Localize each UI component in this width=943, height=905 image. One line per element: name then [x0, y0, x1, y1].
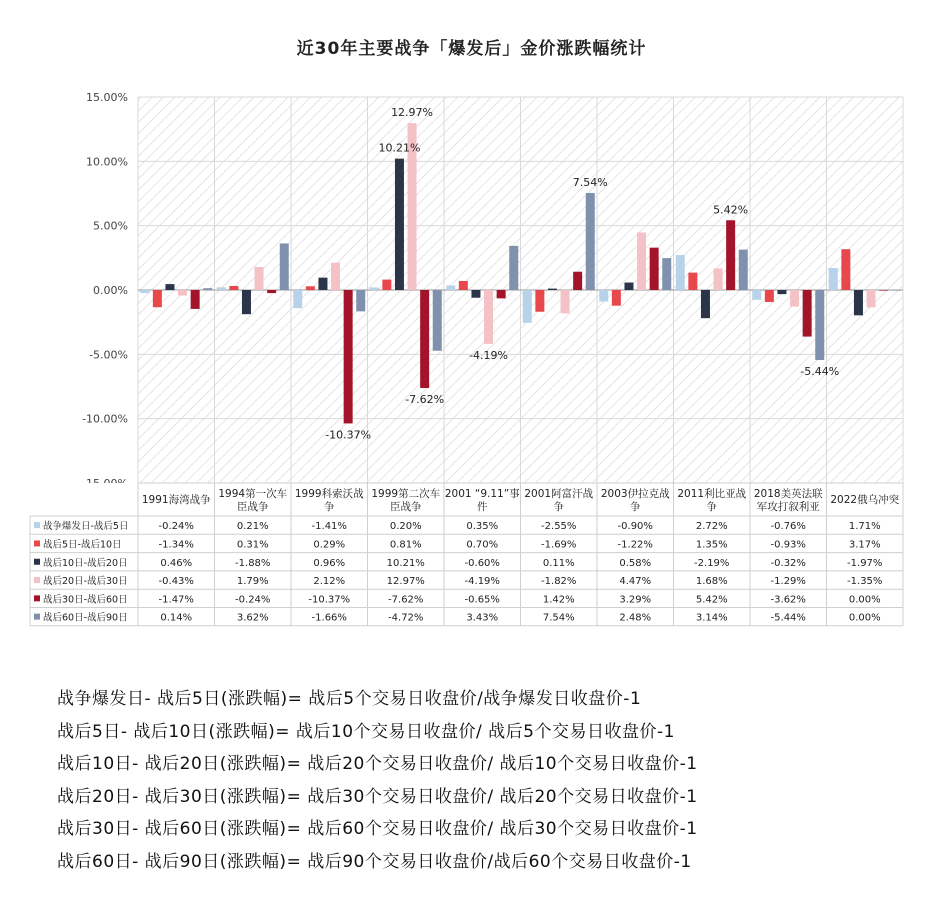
table-cell: 0.00% — [848, 612, 881, 624]
bar — [459, 281, 468, 290]
data-label: 10.21% — [378, 141, 421, 155]
formula-line: 战后5日- 战后10日(涨跌幅)= 战后10个交易日收盘价/ 战后5个交易日收盘价-1 — [57, 721, 675, 742]
bar — [484, 290, 493, 344]
bar — [752, 290, 761, 300]
bar — [229, 286, 238, 290]
bar — [203, 288, 212, 290]
category-label: 争 — [706, 501, 717, 513]
formula-line: 战后60日- 战后90日(涨跌幅)= 战后90个交易日收盘价/战后60个交易日收盘价-1 — [57, 851, 692, 872]
bar — [267, 290, 276, 293]
table-cell: 2.72% — [695, 521, 728, 533]
bar — [356, 290, 365, 311]
table-cell: -1.22% — [617, 539, 653, 551]
bar — [561, 290, 570, 313]
table-cell: -1.82% — [541, 576, 577, 588]
table-cell: -10.37% — [308, 594, 351, 606]
bar — [701, 290, 710, 318]
y-tick-label: 5.00% — [93, 219, 128, 233]
bar — [280, 243, 289, 290]
table-cell: -1.66% — [311, 612, 347, 624]
bar — [726, 220, 735, 290]
bar — [599, 290, 608, 302]
y-tick-label: 0.00% — [93, 284, 128, 297]
legend-label: 战争爆发日-战后5日 — [43, 521, 129, 533]
formula-line: 战后30日- 战后60日(涨跌幅)= 战后60个交易日收盘价/ 战后30个交易日收盘价-1 — [57, 819, 698, 839]
table-cell: -1.29% — [770, 576, 806, 588]
table-cell: -2.19% — [694, 557, 730, 569]
bar — [829, 268, 838, 290]
table-cell: 7.54% — [542, 612, 575, 624]
table-cell: 1.35% — [695, 539, 728, 551]
table-cell: 2.48% — [619, 612, 652, 624]
data-label: -5.44% — [800, 364, 840, 378]
y-tick-label: 10.00% — [86, 155, 128, 169]
table-cell: -1.34% — [158, 539, 194, 551]
bar — [765, 290, 774, 302]
table-cell: -0.60% — [464, 557, 500, 569]
legend-key — [34, 595, 40, 601]
table-cell: 0.21% — [236, 521, 269, 533]
data-label: 7.54% — [572, 175, 608, 189]
bar — [624, 283, 633, 290]
legend-key — [34, 522, 40, 528]
legend-label: 战后30日-战后60日 — [43, 594, 128, 606]
legend-label: 战后5日-战后10日 — [43, 539, 122, 551]
legend-key — [34, 614, 40, 620]
table-cell: 0.35% — [466, 521, 499, 533]
table-cell: 12.97% — [386, 576, 425, 588]
table-cell: -7.62% — [388, 594, 424, 606]
bar — [446, 285, 455, 290]
bar — [153, 290, 162, 307]
table-cell: 1.79% — [236, 576, 269, 588]
bar — [777, 290, 786, 294]
table-cell: 0.00% — [848, 594, 881, 606]
y-tick-label: -5.00% — [89, 348, 128, 362]
table-cell: 5.42% — [695, 594, 728, 606]
table-cell: 0.29% — [313, 539, 346, 551]
table-cell: 0.14% — [160, 612, 193, 624]
bar — [548, 289, 557, 290]
table-cell: -1.35% — [847, 576, 883, 588]
bar — [688, 273, 697, 290]
bar — [255, 267, 264, 290]
table-cell: 3.17% — [848, 539, 881, 551]
category-label: 件 — [477, 501, 488, 513]
table-cell: -1.97% — [847, 557, 883, 569]
bar — [497, 290, 506, 298]
bar — [242, 290, 251, 314]
table-cell: 1.42% — [542, 594, 575, 606]
bar — [612, 290, 621, 306]
table-cell: -3.62% — [770, 594, 806, 606]
legend-key — [34, 540, 40, 546]
bar — [662, 258, 671, 290]
category-label: 2001阿富汗战 — [524, 488, 594, 500]
table-cell: -0.65% — [464, 594, 500, 606]
table-cell: 3.29% — [619, 594, 652, 606]
table-cell: -0.32% — [770, 557, 806, 569]
bar — [178, 290, 187, 296]
bar — [382, 280, 391, 290]
bar — [790, 290, 799, 307]
bar — [509, 246, 518, 290]
bar — [637, 232, 646, 290]
table-cell: 2.12% — [313, 576, 346, 588]
bar — [420, 290, 429, 388]
chart-title: 近30年主要战争「爆发后」金价涨跌幅统计 — [296, 39, 647, 59]
bar — [165, 284, 174, 290]
bar — [803, 290, 812, 337]
table-cell: -0.24% — [158, 521, 194, 533]
category-label: 2018美英法联 — [753, 488, 823, 500]
table-cell: 0.11% — [542, 557, 575, 569]
bar — [306, 286, 315, 290]
bar — [867, 290, 876, 307]
table-cell: 1.68% — [695, 576, 728, 588]
bar — [344, 290, 353, 423]
category-label: 臣战争 — [390, 501, 422, 513]
legend-label: 战后10日-战后20日 — [43, 557, 128, 569]
table-cell: 0.81% — [389, 539, 422, 551]
category-label: 1999第二次车 — [371, 488, 441, 500]
table-cell: -2.55% — [541, 521, 577, 533]
bar — [714, 268, 723, 290]
category-label: 争 — [553, 501, 564, 513]
data-label: 5.42% — [713, 203, 749, 217]
bar — [854, 290, 863, 315]
data-label: -7.62% — [405, 393, 445, 407]
category-label: 2022俄乌冲突 — [830, 494, 900, 506]
table-cell: -1.41% — [311, 521, 347, 533]
table-cell: -0.43% — [158, 576, 194, 588]
formula-line: 战争爆发日- 战后5日(涨跌幅)= 战后5个交易日收盘价/战争爆发日收盘价-1 — [57, 689, 642, 709]
table-cell: -5.44% — [770, 612, 806, 624]
legend-label: 战后20日-战后30日 — [43, 576, 128, 588]
table-cell: -1.88% — [235, 557, 271, 569]
bar — [370, 287, 379, 290]
table-cell: -0.90% — [617, 521, 653, 533]
bar — [815, 290, 824, 360]
bar — [650, 248, 659, 290]
bar — [573, 272, 582, 290]
bar — [331, 263, 340, 290]
legend-key — [34, 577, 40, 583]
category-label: 2001 “9.11”事 — [444, 488, 520, 500]
category-label: 2011利比亚战 — [677, 488, 747, 500]
bar — [395, 159, 404, 290]
category-label: 争 — [630, 501, 641, 513]
bar — [892, 290, 901, 291]
bar — [217, 287, 226, 290]
table-cell: 10.21% — [386, 557, 425, 569]
bar — [586, 193, 595, 290]
table-cell: 3.43% — [466, 612, 499, 624]
data-label: -10.37% — [325, 428, 372, 442]
category-label: 2003伊拉克战 — [600, 488, 670, 500]
category-label: 军攻打叙利亚 — [756, 501, 820, 513]
table-cell: 0.70% — [466, 539, 499, 551]
category-label: 1991海湾战争 — [141, 494, 211, 506]
bar — [140, 290, 149, 293]
y-tick-label: 15.00% — [86, 91, 128, 104]
table-cell: 0.96% — [313, 557, 346, 569]
table-cell: 4.47% — [619, 576, 652, 588]
table-cell: -0.24% — [235, 594, 271, 606]
formula-line: 战后20日- 战后30日(涨跌幅)= 战后30个交易日收盘价/ 战后20个交易日收盘价-1 — [57, 786, 698, 807]
table-cell: 3.14% — [695, 612, 728, 624]
formula-line: 战后10日- 战后20日(涨跌幅)= 战后20个交易日收盘价/ 战后10个交易日收盘价-1 — [57, 754, 698, 774]
table-cell: -0.76% — [770, 521, 806, 533]
bar — [523, 290, 532, 323]
bar — [433, 290, 442, 351]
bar — [739, 250, 748, 290]
bar — [841, 249, 850, 290]
bar — [471, 290, 480, 298]
data-label: -4.19% — [469, 348, 509, 362]
data-label: 12.97% — [391, 106, 434, 120]
table-cell: 0.58% — [619, 557, 652, 569]
legend-label: 战后60日-战后90日 — [43, 612, 128, 624]
bar — [318, 278, 327, 290]
table-cell: 0.31% — [236, 539, 269, 551]
table-cell: -1.47% — [158, 594, 194, 606]
table-cell: 0.46% — [160, 557, 193, 569]
table-cell: 0.20% — [389, 521, 422, 533]
legend-key — [34, 559, 40, 565]
table-cell: -0.93% — [770, 539, 806, 551]
bar — [293, 290, 302, 308]
category-label: 1999科索沃战 — [294, 488, 364, 500]
bar — [676, 255, 685, 290]
table-cell: -1.69% — [541, 539, 577, 551]
table-cell: -4.19% — [464, 576, 500, 588]
bar — [535, 290, 544, 312]
y-tick-label: -10.00% — [82, 412, 128, 426]
category-label: 臣战争 — [237, 501, 269, 513]
table-cell: -4.72% — [388, 612, 424, 624]
formula-list — [57, 683, 698, 878]
table-cell: 1.71% — [848, 521, 881, 533]
bar — [191, 290, 200, 309]
category-label: 1994第一次车 — [218, 488, 288, 500]
bar — [879, 290, 888, 291]
table-cell: 3.62% — [236, 612, 269, 624]
category-label: 争 — [324, 501, 335, 513]
